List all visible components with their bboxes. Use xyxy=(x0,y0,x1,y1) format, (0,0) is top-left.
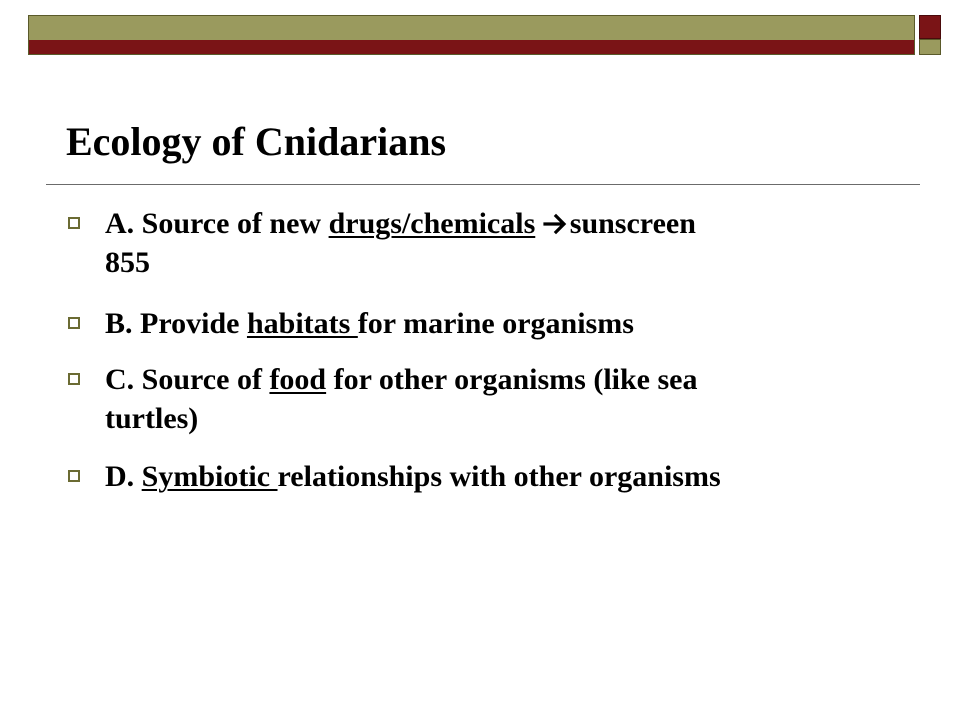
header-band-olive-stripe xyxy=(29,16,914,40)
bullet-d-lead: D. xyxy=(105,460,142,493)
header-band-maroon-stripe xyxy=(29,40,914,54)
bullet-text-b xyxy=(105,304,885,343)
bullet-a-after-arrow: sunscreen xyxy=(569,207,696,240)
bullet-b-underlined-term: habitats xyxy=(246,307,358,340)
bullet-c-continuation: turtles) xyxy=(105,402,199,435)
header-corner-maroon-block xyxy=(919,15,941,39)
bullet-d-underlined-term: Symbiotic xyxy=(141,460,278,493)
bullet-c-lead: C. Source of xyxy=(105,363,270,396)
bullet-a-underlined-term: drugs/chemicals xyxy=(328,207,536,240)
bullet-b-lead: B. Provide xyxy=(105,307,247,340)
bullet-d-tail: relationships with other organisms xyxy=(277,460,721,493)
hollow-square-bullet-icon xyxy=(68,373,80,385)
bullet-text-a xyxy=(105,204,885,282)
bullet-text-c xyxy=(105,360,885,438)
header-corner-olive-block xyxy=(919,39,941,55)
slide-title: Ecology of Cnidarians xyxy=(66,119,447,164)
bullet-a-lead: A. Source of new xyxy=(105,207,329,240)
bullet-text-d xyxy=(105,457,885,496)
header-band xyxy=(28,15,915,55)
hollow-square-bullet-icon xyxy=(68,317,80,329)
bullet-a-space xyxy=(535,207,543,240)
bullet-c-tail: for other organisms (like sea xyxy=(326,363,698,396)
hollow-square-bullet-icon xyxy=(68,217,80,229)
hollow-square-bullet-icon xyxy=(68,470,80,482)
bullet-a-continuation: 855 xyxy=(105,246,150,279)
title-divider xyxy=(46,184,920,185)
right-arrow-icon xyxy=(543,213,570,235)
bullet-b-tail: for marine organisms xyxy=(357,307,634,340)
bullet-c-underlined-term: food xyxy=(269,363,327,396)
